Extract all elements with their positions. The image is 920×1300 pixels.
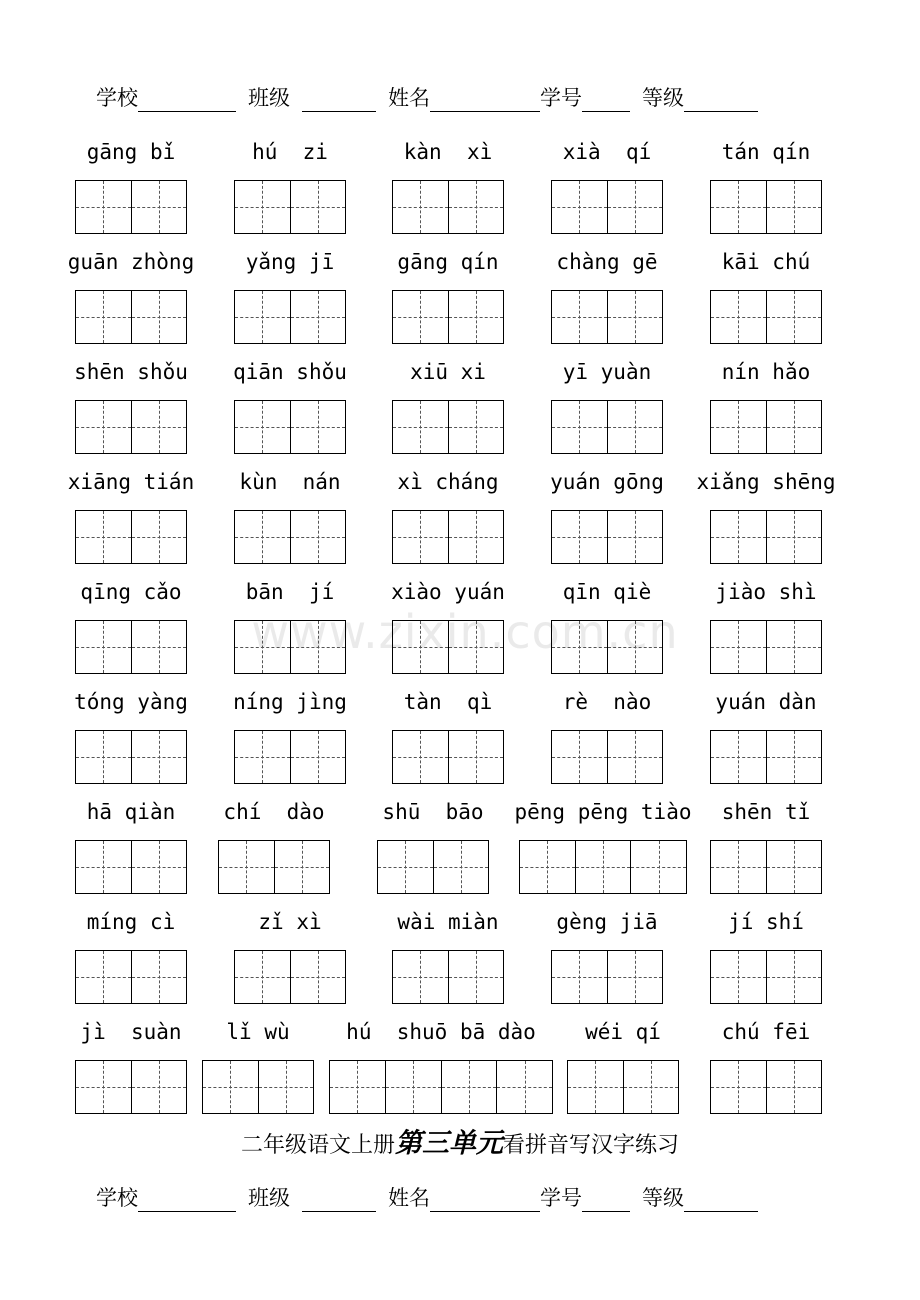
writing-cell[interactable] xyxy=(552,401,607,453)
writing-cell[interactable] xyxy=(290,731,346,783)
writing-cell[interactable] xyxy=(496,1061,552,1113)
writing-cell[interactable] xyxy=(235,401,290,453)
pinyin-label: wài miàn xyxy=(397,910,499,934)
writing-cell[interactable] xyxy=(448,401,504,453)
writing-cell[interactable] xyxy=(552,181,607,233)
character-grid[interactable] xyxy=(75,950,187,1004)
writing-cell[interactable] xyxy=(290,511,346,563)
writing-cell[interactable] xyxy=(235,731,290,783)
writing-cell[interactable] xyxy=(235,181,290,233)
writing-cell[interactable] xyxy=(433,841,489,893)
pinyin-label: gāng bǐ xyxy=(86,140,176,164)
writing-cell[interactable] xyxy=(76,511,131,563)
character-grid[interactable] xyxy=(75,840,187,894)
writing-cell[interactable] xyxy=(607,291,663,343)
school-blank[interactable] xyxy=(138,87,236,112)
writing-cell[interactable] xyxy=(235,511,290,563)
character-grid[interactable] xyxy=(551,510,663,564)
writing-cell[interactable] xyxy=(393,401,448,453)
writing-cell[interactable] xyxy=(131,1061,187,1113)
character-grid[interactable] xyxy=(234,290,346,344)
writing-cell[interactable] xyxy=(448,291,504,343)
grade-label: 等级 xyxy=(642,86,684,110)
character-grid[interactable] xyxy=(234,510,346,564)
character-grid[interactable] xyxy=(710,400,822,454)
title-unit: 第三单元 xyxy=(395,1128,503,1159)
writing-cell[interactable] xyxy=(711,511,766,563)
writing-cell[interactable] xyxy=(290,401,346,453)
student-info-footer xyxy=(96,1180,816,1212)
pinyin-label: nín hǎo xyxy=(721,360,811,384)
writing-cell[interactable] xyxy=(393,951,448,1003)
writing-cell[interactable] xyxy=(131,401,187,453)
character-grid[interactable] xyxy=(710,730,822,784)
writing-cell[interactable] xyxy=(711,731,766,783)
writing-cell[interactable] xyxy=(290,291,346,343)
writing-cell[interactable] xyxy=(393,511,448,563)
writing-cell[interactable] xyxy=(448,621,504,673)
pinyin-label: zǐ xì xyxy=(258,910,322,934)
writing-cell[interactable] xyxy=(448,731,504,783)
writing-cell[interactable] xyxy=(385,1061,441,1113)
writing-cell[interactable] xyxy=(766,401,822,453)
pinyin-label: guān zhòng xyxy=(67,250,195,274)
pinyin-label: wéi qí xyxy=(585,1020,661,1044)
pinyin-label: yuán dàn xyxy=(715,690,817,714)
grade-blank[interactable] xyxy=(684,1187,758,1212)
character-grid[interactable] xyxy=(551,620,663,674)
writing-cell[interactable] xyxy=(607,731,663,783)
character-grid[interactable] xyxy=(234,950,346,1004)
school-blank[interactable] xyxy=(138,1187,236,1212)
title-suffix: 看拼音写汉字练习 xyxy=(503,1133,680,1158)
student-no-label: 学号 xyxy=(540,1186,582,1210)
pinyin-label: hú zi xyxy=(252,140,328,164)
character-grid[interactable] xyxy=(392,290,504,344)
pinyin-label: kàn xì xyxy=(403,140,493,164)
writing-cell[interactable] xyxy=(607,401,663,453)
writing-cell[interactable] xyxy=(766,731,822,783)
writing-cell[interactable] xyxy=(630,841,686,893)
character-grid[interactable] xyxy=(392,730,504,784)
writing-cell[interactable] xyxy=(131,291,187,343)
pinyin-label: yuán gōng xyxy=(550,470,664,494)
character-grid[interactable] xyxy=(710,290,822,344)
writing-cell[interactable] xyxy=(552,511,607,563)
character-grid[interactable] xyxy=(234,180,346,234)
character-grid[interactable] xyxy=(218,840,330,894)
writing-cell[interactable] xyxy=(290,621,346,673)
writing-cell[interactable] xyxy=(711,951,766,1003)
writing-cell[interactable] xyxy=(76,1061,131,1113)
pinyin-label: tóng yàng xyxy=(74,690,188,714)
writing-cell[interactable] xyxy=(711,401,766,453)
writing-cell[interactable] xyxy=(131,181,187,233)
character-grid[interactable] xyxy=(75,290,187,344)
writing-cell[interactable] xyxy=(76,841,131,893)
writing-cell[interactable] xyxy=(235,621,290,673)
writing-cell[interactable] xyxy=(766,841,822,893)
writing-cell[interactable] xyxy=(623,1061,679,1113)
pinyin-label: yī yuàn xyxy=(562,360,652,384)
pinyin-label: jiào shì xyxy=(715,580,817,604)
writing-cell[interactable] xyxy=(552,291,607,343)
pinyin-label: kāi chú xyxy=(721,250,811,274)
character-grid[interactable] xyxy=(710,180,822,234)
character-grid[interactable] xyxy=(551,290,663,344)
writing-cell[interactable] xyxy=(274,841,330,893)
character-grid[interactable] xyxy=(392,950,504,1004)
pinyin-label: bān jí xyxy=(245,580,335,604)
writing-cell[interactable] xyxy=(393,291,448,343)
character-grid[interactable] xyxy=(551,730,663,784)
pinyin-label: tán qín xyxy=(721,140,811,164)
character-grid[interactable] xyxy=(202,1060,314,1114)
pinyin-label: pēng pēng tiào xyxy=(514,800,692,824)
pinyin-label: qiān shǒu xyxy=(233,360,347,384)
writing-cell[interactable] xyxy=(711,621,766,673)
writing-cell[interactable] xyxy=(766,511,822,563)
writing-cell[interactable] xyxy=(235,951,290,1003)
pinyin-label: xiào yuán xyxy=(391,580,505,604)
name-label: 姓名 xyxy=(388,1186,430,1210)
grade-label: 等级 xyxy=(642,1186,684,1210)
writing-cell[interactable] xyxy=(290,951,346,1003)
character-grid[interactable] xyxy=(392,400,504,454)
pinyin-label: chàng gē xyxy=(556,250,658,274)
pinyin-label: rè nào xyxy=(562,690,652,714)
writing-cell[interactable] xyxy=(290,181,346,233)
class-blank[interactable] xyxy=(302,87,376,112)
character-grid[interactable] xyxy=(392,510,504,564)
writing-cell[interactable] xyxy=(711,1061,766,1113)
pinyin-label: gèng jiā xyxy=(556,910,658,934)
pinyin-label: chú fēi xyxy=(721,1020,811,1044)
writing-cell[interactable] xyxy=(235,291,290,343)
school-label: 学校 xyxy=(96,86,138,110)
character-grid[interactable] xyxy=(392,180,504,234)
class-label: 班级 xyxy=(248,1186,290,1210)
character-grid[interactable] xyxy=(519,840,687,894)
pinyin-label: lǐ wù xyxy=(226,1020,290,1044)
writing-cell[interactable] xyxy=(766,951,822,1003)
writing-cell[interactable] xyxy=(330,1061,385,1113)
character-grid[interactable] xyxy=(234,730,346,784)
writing-cell[interactable] xyxy=(711,291,766,343)
pinyin-label: kùn nán xyxy=(239,470,341,494)
writing-cell[interactable] xyxy=(448,511,504,563)
pinyin-label: yǎng jī xyxy=(245,250,335,274)
writing-cell[interactable] xyxy=(219,841,274,893)
writing-cell[interactable] xyxy=(520,841,575,893)
writing-cell[interactable] xyxy=(766,181,822,233)
writing-cell[interactable] xyxy=(448,181,504,233)
name-blank[interactable] xyxy=(430,1187,540,1212)
character-grid[interactable] xyxy=(75,1060,187,1114)
worksheet-title xyxy=(0,1124,920,1164)
pinyin-label: xià qí xyxy=(562,140,652,164)
pinyin-label: gāng qín xyxy=(397,250,499,274)
writing-cell[interactable] xyxy=(131,951,187,1003)
character-grid[interactable] xyxy=(567,1060,679,1114)
grade-blank[interactable] xyxy=(684,87,758,112)
writing-cell[interactable] xyxy=(131,731,187,783)
writing-cell[interactable] xyxy=(393,181,448,233)
class-label: 班级 xyxy=(248,86,290,110)
student-no-blank[interactable] xyxy=(582,87,630,112)
writing-cell[interactable] xyxy=(76,621,131,673)
writing-cell[interactable] xyxy=(76,951,131,1003)
pinyin-label: tàn qì xyxy=(403,690,493,714)
writing-cell[interactable] xyxy=(378,841,433,893)
pinyin-label: qīng cǎo xyxy=(80,580,182,604)
writing-cell[interactable] xyxy=(203,1061,258,1113)
writing-cell[interactable] xyxy=(766,1061,822,1113)
writing-cell[interactable] xyxy=(131,511,187,563)
watermark: www.zixin.com.cn xyxy=(251,605,679,659)
writing-cell[interactable] xyxy=(607,181,663,233)
writing-cell[interactable] xyxy=(552,621,607,673)
character-grid[interactable] xyxy=(377,840,489,894)
writing-cell[interactable] xyxy=(568,1061,623,1113)
character-grid[interactable] xyxy=(329,1060,553,1114)
class-blank[interactable] xyxy=(302,1187,376,1212)
name-label: 姓名 xyxy=(388,86,430,110)
pinyin-label: míng cì xyxy=(86,910,176,934)
pinyin-label: shēn tǐ xyxy=(721,800,811,824)
pinyin-label: níng jìng xyxy=(233,690,347,714)
pinyin-label: hú shuō bā dào xyxy=(346,1020,536,1044)
character-grid[interactable] xyxy=(710,620,822,674)
writing-cell[interactable] xyxy=(607,951,663,1003)
school-label: 学校 xyxy=(96,1186,138,1210)
character-grid[interactable] xyxy=(551,400,663,454)
pinyin-label: xì cháng xyxy=(397,470,499,494)
character-grid[interactable] xyxy=(710,510,822,564)
character-grid[interactable] xyxy=(234,620,346,674)
writing-cell[interactable] xyxy=(711,181,766,233)
pinyin-label: xiū xi xyxy=(410,360,486,384)
pinyin-label: jí shí xyxy=(728,910,804,934)
character-grid[interactable] xyxy=(75,620,187,674)
writing-cell[interactable] xyxy=(76,181,131,233)
title-prefix: 二年级语文上册 xyxy=(240,1133,395,1158)
student-no-label: 学号 xyxy=(540,86,582,110)
writing-cell[interactable] xyxy=(766,621,822,673)
student-no-blank[interactable] xyxy=(582,1187,630,1212)
writing-cell[interactable] xyxy=(76,401,131,453)
character-grid[interactable] xyxy=(75,510,187,564)
writing-cell[interactable] xyxy=(441,1061,497,1113)
pinyin-label: chí dào xyxy=(223,800,325,824)
character-grid[interactable] xyxy=(551,180,663,234)
character-grid[interactable] xyxy=(551,950,663,1004)
pinyin-label: shēn shǒu xyxy=(74,360,188,384)
pinyin-label: hā qiàn xyxy=(86,800,176,824)
writing-cell[interactable] xyxy=(607,621,663,673)
writing-cell[interactable] xyxy=(131,841,187,893)
writing-cell[interactable] xyxy=(607,511,663,563)
character-grid[interactable] xyxy=(234,400,346,454)
name-blank[interactable] xyxy=(430,87,540,112)
student-info-header xyxy=(96,80,816,112)
character-grid[interactable] xyxy=(710,840,822,894)
character-grid[interactable] xyxy=(75,400,187,454)
writing-cell[interactable] xyxy=(258,1061,314,1113)
writing-cell[interactable] xyxy=(575,841,631,893)
character-grid[interactable] xyxy=(392,620,504,674)
writing-cell[interactable] xyxy=(131,621,187,673)
character-grid[interactable] xyxy=(75,730,187,784)
pinyin-label: xiǎng shēng xyxy=(696,470,836,494)
writing-cell[interactable] xyxy=(393,621,448,673)
writing-cell[interactable] xyxy=(76,731,131,783)
writing-cell[interactable] xyxy=(552,731,607,783)
pinyin-label: qīn qiè xyxy=(562,580,652,604)
pinyin-label: xiāng tián xyxy=(67,470,195,494)
writing-cell[interactable] xyxy=(393,731,448,783)
writing-cell[interactable] xyxy=(448,951,504,1003)
writing-cell[interactable] xyxy=(766,291,822,343)
character-grid[interactable] xyxy=(710,950,822,1004)
writing-cell[interactable] xyxy=(552,951,607,1003)
character-grid[interactable] xyxy=(710,1060,822,1114)
pinyin-label: shū bāo xyxy=(382,800,484,824)
pinyin-label: jì suàn xyxy=(80,1020,182,1044)
writing-cell[interactable] xyxy=(76,291,131,343)
writing-cell[interactable] xyxy=(711,841,766,893)
character-grid[interactable] xyxy=(75,180,187,234)
